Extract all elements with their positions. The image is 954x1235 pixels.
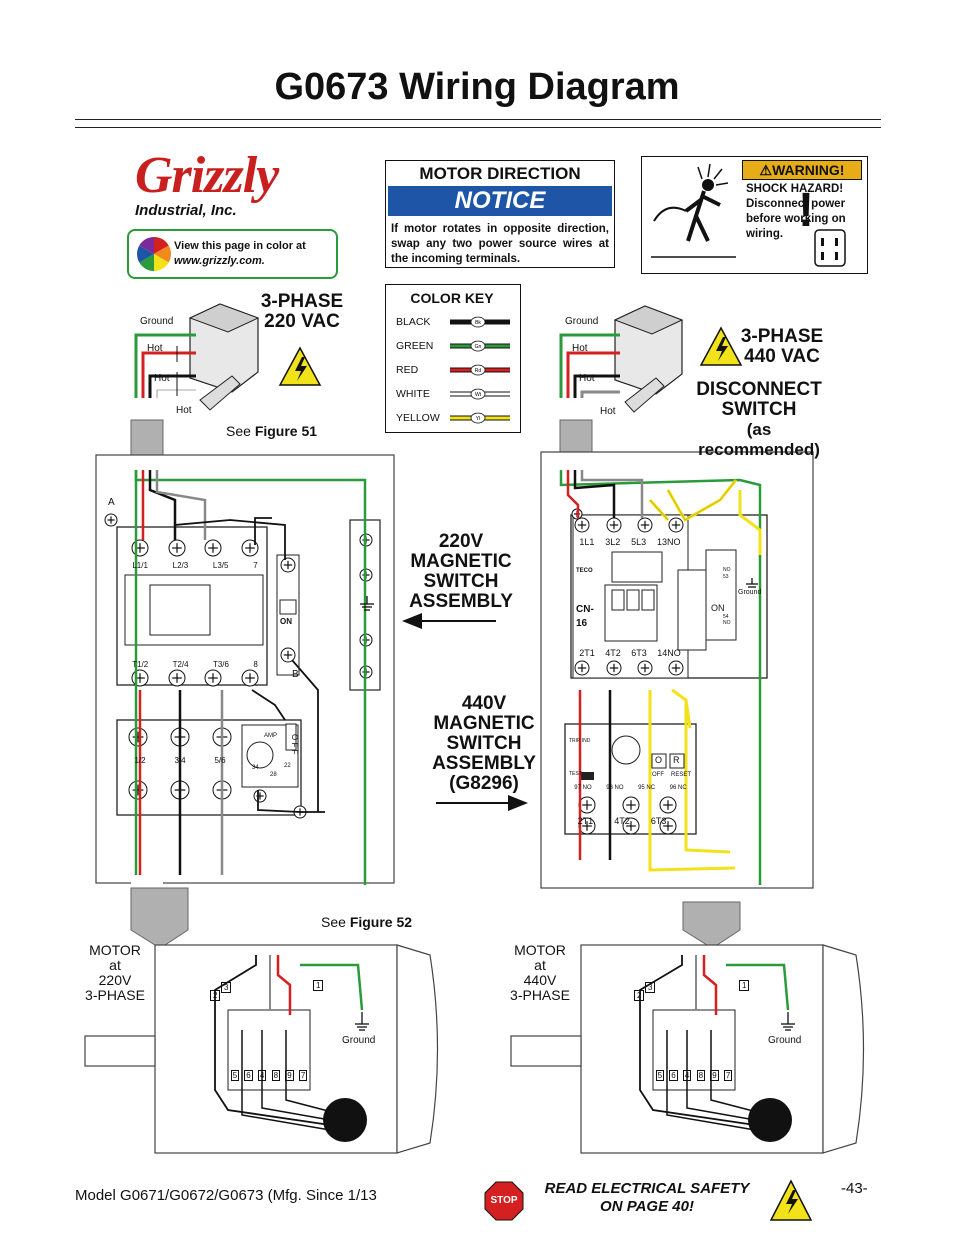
right-conduit-bottom [683,902,740,945]
terminal-screw [607,661,621,675]
sw440-l3: SWITCH [446,733,522,754]
left-dial-34: 34 [252,765,259,771]
right-ol-bottom-labels [567,816,677,826]
left-see-figure [226,423,317,439]
left-label-b: B [292,669,299,680]
right-phase-line2: 440 VAC [744,346,820,367]
right-on-label: ON [711,603,725,613]
left-ground-label: Ground [140,316,174,327]
right-hazard-sign [701,328,741,365]
right-model-2: 16 [576,618,588,629]
color-key-tag: Bk [475,320,481,326]
left-dial-28: 28 [270,772,277,778]
terminal-screw [205,540,221,556]
rmt-9: 9 [712,1071,717,1080]
left-phase-label [254,292,350,332]
rm-2: at [534,957,546,973]
sw440-l5: (G8296) [449,773,519,794]
warning-heading-text: WARNING! [772,162,845,178]
sw220-l1: 220V [438,531,484,552]
rmt-4: 4 [684,1071,690,1080]
sw220-l2: MAGNETIC [410,551,512,572]
lmt-7: 7 [300,1071,306,1080]
rmt-5: 5 [657,1071,663,1080]
left-motor-ground: Ground [342,1035,376,1046]
right-trip-label: TRIP IND [569,738,591,744]
footer-hazard-icon [771,1181,811,1220]
disconnect-l3: (as recommended) [698,420,820,459]
left-amp-label: AMP [264,733,278,739]
terminal-screw [129,728,147,746]
lmt-5: 5 [232,1071,238,1080]
right-olb-4t2: 4T2 [614,816,630,826]
lm-1: MOTOR [89,942,141,958]
disconnect-l1: DISCONNECT [696,379,822,400]
right-aux-no1: NO [723,567,731,573]
logo-sub: Industrial, Inc. [135,202,237,219]
right-ground-label: Ground [565,316,599,327]
terminal-screw [205,670,221,686]
arrow-right-440v [436,795,528,811]
footer-read-1: READ ELECTRICAL SAFETY [544,1180,750,1197]
color-key-tag: Wt [474,392,482,398]
left-off-label: O F F [290,734,299,755]
sw220-l3: SWITCH [423,571,499,592]
see2-ref: Figure 52 [349,914,413,930]
color-key-label-red: RED [396,364,419,376]
right-brand: TECO [576,568,593,574]
left-ct-l1: L1/1 [132,561,148,570]
left-hot-label-1: Hot [147,343,163,354]
rmt-6: 6 [671,1071,676,1080]
right-motor-label [500,943,580,1003]
see2-prefix: See [321,914,350,930]
right-disconnect-switch [615,306,682,412]
right-cb-14no: 14NO [657,648,681,658]
right-aux-no2: NO [723,620,731,626]
right-r-button[interactable]: R [673,755,680,765]
terminal-screw [169,670,185,686]
color-key-tag: Rd [474,368,482,374]
left-cb-8: 8 [253,660,258,669]
right-cb-6t3: 6T3 [631,648,647,658]
terminal-screw [129,781,147,799]
right-ol-98: 98 NO [606,785,624,791]
rm-4: 3-PHASE [510,987,570,1003]
lm-2: at [109,957,121,973]
sw440-l4: ASSEMBLY [432,753,536,774]
right-phase-line1: 3-PHASE [740,326,824,347]
terminal-screw [132,540,148,556]
logo-brand: Grizzly [135,147,279,204]
right-phase-label [737,327,827,367]
left-on-label: ON [280,617,292,626]
right-hot-label-1: Hot [572,343,588,354]
terminal-screw [669,518,683,532]
right-ol-97: 97 NO [574,785,592,791]
rm-1: MOTOR [514,942,566,958]
right-off-label: OFF [652,772,664,778]
right-hot-label-2: Hot [579,373,595,384]
sw440-l1: 440V [461,693,507,714]
left-motor-tag-1: 1 [313,980,323,991]
terminal-screw [575,518,589,532]
right-ol-labels [567,785,694,791]
right-olb-2t1: 2T1 [577,816,594,826]
sw220-l4: ASSEMBLY [409,591,513,612]
terminal-screw [638,661,652,675]
color-key-tag: Gn [474,344,482,350]
disconnect-l2: SWITCH [721,399,797,420]
right-contactor-bottom-labels [574,648,686,658]
terminal-screw [669,661,683,675]
left-motor-tag-2: 2 [210,990,220,1001]
arrow-left-220v [402,613,496,629]
right-o-button[interactable]: O [655,755,663,765]
right-contactor-top-labels [574,537,686,547]
rm-3: 440V [523,972,557,988]
badge-url[interactable]: www.grizzly.com. [174,255,265,267]
terminal-screw [105,514,117,526]
right-cb-4t2: 4T2 [605,648,621,658]
right-hot-label-3: Hot [600,406,616,417]
warning-text: SHOCK HAZARD! Disconnect power before working on wiring. [746,183,846,240]
sw440-l2: MAGNETIC [433,713,535,734]
left-cb-t1: T1/2 [132,660,149,669]
left-disconnect-switch [190,304,258,410]
terminal-screw [607,518,621,532]
left-ct-7: 7 [253,561,258,570]
see-figure-52 [321,914,412,930]
left-motor-terminals [228,1070,310,1081]
terminal-screw [638,518,652,532]
color-key-label-black: BLACK [396,316,431,328]
left-conduit-bottom [131,888,188,945]
right-ct-3l2: 3L2 [605,537,621,547]
terminal-screw [132,670,148,686]
exclamation-icon: ! [798,184,814,237]
left-motor-tag-3: 3 [221,982,231,993]
left-hazard-sign [280,348,320,385]
right-motor-tag-1: 1 [739,980,749,991]
lmt-9: 9 [287,1071,292,1080]
left-contactor-top-labels [120,561,270,570]
left-cb-t2: T2/4 [172,660,189,669]
right-motor-terminals [653,1070,735,1081]
left-phase-line2: 220 VAC [264,311,340,332]
disconnect-label [685,380,833,460]
left-contactor-bottom-labels [120,660,270,669]
right-motor-tag-3: 3 [645,982,655,993]
footer-read-2: ON PAGE 40! [600,1198,694,1215]
lm-4: 3-PHASE [85,987,145,1003]
lm-3: 220V [98,972,132,988]
lmt-6: 6 [246,1071,251,1080]
notice-body: If motor rotates in opposite direction, swap any two power source wires at the incoming terminals. [391,223,609,265]
footer-read[interactable] [528,1180,766,1216]
left-feed-wires [136,335,196,398]
right-ct-1l1: 1L1 [579,537,595,547]
color-key-tag: Yl [475,416,481,422]
left-hot-label-3: Hot [176,405,192,416]
terminal-screw [242,670,258,686]
terminal-screw [254,790,266,802]
left-label-a: A [108,497,115,508]
sw220-label [399,532,523,612]
lmt-4: 4 [259,1071,265,1080]
color-key-title: COLOR KEY [410,290,494,306]
terminal-screw [575,661,589,675]
right-ct-5l3: 5L3 [631,537,647,547]
page-number: -43- [841,1180,868,1197]
right-cb-2t1: 2T1 [579,648,595,658]
stop-text: STOP [490,1195,518,1206]
rmt-7: 7 [725,1071,731,1080]
color-key-label-white: WHITE [396,388,430,400]
left-ol-34: 3/4 [174,756,186,765]
notice-heading: MOTOR DIRECTION [386,161,614,186]
right-aux-ground: Ground [738,589,762,596]
page-title: G0673 Wiring Diagram [274,66,680,108]
left-overload-labels [120,756,240,765]
right-olb-6t3: 6T3 [650,816,667,826]
rmt-8: 8 [698,1071,704,1080]
color-key-label-green: GREEN [396,340,434,352]
notice-banner: NOTICE [388,186,612,216]
left-motor-label [75,943,155,1003]
terminal-screw [660,797,676,813]
left-see-prefix: See [226,423,255,439]
right-motor-tag-2: 2 [634,990,644,1001]
warning-triangle-icon: ⚠ [759,162,773,178]
left-phase-line1: 3-PHASE [260,291,344,312]
lmt-8: 8 [273,1071,279,1080]
right-ol-95: 95 NC [638,785,656,791]
left-ol-56: 5/6 [214,756,226,765]
terminal-screw [623,797,639,813]
right-motor-ground: Ground [768,1035,802,1046]
terminal-screw [281,558,295,572]
right-aux-54: 54 [723,614,729,620]
left-see-figure-ref: Figure 51 [254,423,318,439]
left-ct-l3: L3/5 [212,561,229,570]
left-ol-12: 1/2 [134,756,146,765]
right-model: CN- [576,604,594,615]
footer-model: Model G0671/G0672/G0673 (Mfg. Since 1/13 [75,1187,377,1204]
terminal-screw [579,797,595,813]
right-reset-label: RESET [671,772,692,778]
terminal-screw [169,540,185,556]
color-key-label-yellow: YELLOW [396,412,440,424]
sw440-label [424,694,544,794]
left-dial-22: 22 [284,763,291,769]
right-test-label: TEST [569,771,582,777]
left-cb-t3: T3/6 [212,660,229,669]
badge-text: View this page in color at [174,240,306,252]
left-ct-l2: L2/3 [172,561,189,570]
right-ct-13no: 13NO [657,537,681,547]
right-ol-96: 96 NC [669,785,687,791]
right-aux-53: 53 [723,574,729,580]
right-feed-wires [561,335,620,398]
left-hot-label-2: Hot [154,373,170,384]
